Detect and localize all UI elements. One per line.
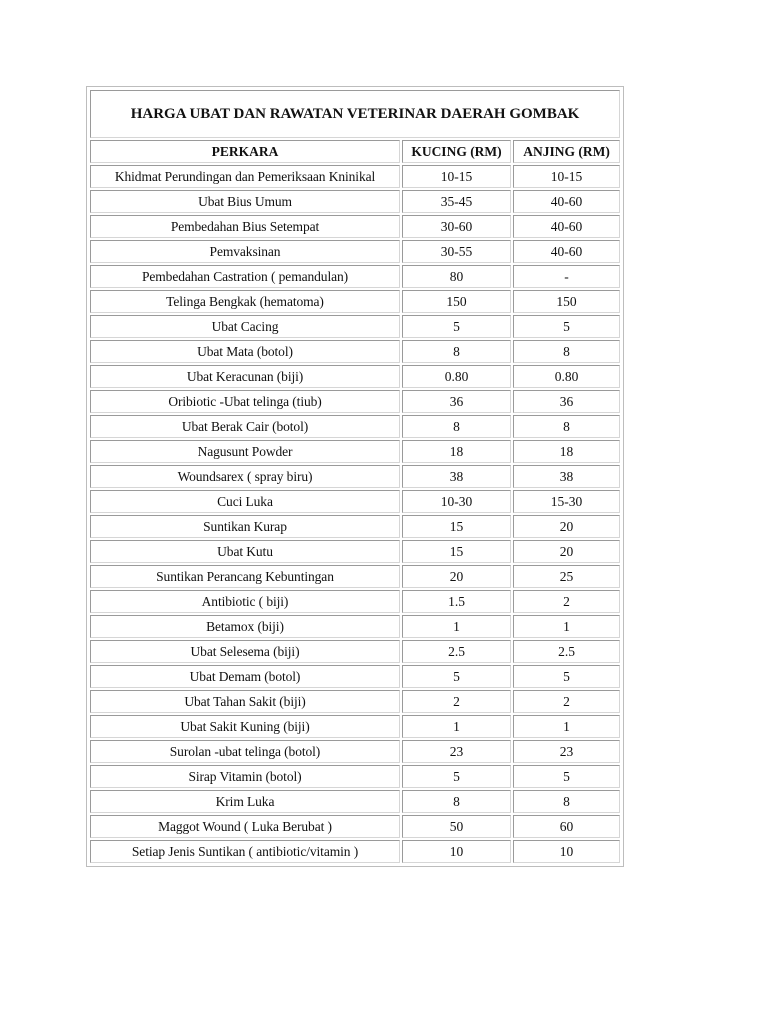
item-cell: Maggot Wound ( Luka Berubat ): [90, 815, 400, 838]
table-title: HARGA UBAT DAN RAWATAN VETERINAR DAERAH GOMBAK: [90, 90, 620, 138]
cat-price-cell: 35-45: [402, 190, 511, 213]
table-row: [90, 840, 620, 863]
cat-price-cell: 10-30: [402, 490, 511, 513]
dog-price-cell: 25: [513, 565, 620, 588]
table-row: [90, 290, 620, 313]
cat-price-cell: 1: [402, 715, 511, 738]
dog-price-cell: 18: [513, 440, 620, 463]
table-row: [90, 590, 620, 613]
table-row: [90, 540, 620, 563]
cat-price-cell: 8: [402, 340, 511, 363]
cat-price-cell: 30-60: [402, 215, 511, 238]
cat-price-cell: 15: [402, 515, 511, 538]
item-cell: Ubat Kutu: [90, 540, 400, 563]
item-cell: Ubat Bius Umum: [90, 190, 400, 213]
item-cell: Khidmat Perundingan dan Pemeriksaan Kninikal: [90, 165, 400, 188]
table-row: [90, 490, 620, 513]
table-row: [90, 165, 620, 188]
cat-price-cell: 1: [402, 615, 511, 638]
cat-price-cell: 50: [402, 815, 511, 838]
cat-price-cell: 30-55: [402, 240, 511, 263]
item-cell: Nagusunt Powder: [90, 440, 400, 463]
table-row: [90, 265, 620, 288]
dog-price-cell: 5: [513, 665, 620, 688]
dog-price-cell: 150: [513, 290, 620, 313]
cat-price-cell: 2.5: [402, 640, 511, 663]
table-row: [90, 690, 620, 713]
item-cell: Ubat Tahan Sakit (biji): [90, 690, 400, 713]
table-row: [90, 390, 620, 413]
table-row: [90, 640, 620, 663]
table-row: [90, 240, 620, 263]
item-cell: Ubat Selesema (biji): [90, 640, 400, 663]
item-cell: Sirap Vitamin (botol): [90, 765, 400, 788]
dog-price-cell: 2: [513, 690, 620, 713]
table-row: [90, 365, 620, 388]
dog-price-cell: 8: [513, 340, 620, 363]
table-row: [90, 465, 620, 488]
table-row: [90, 815, 620, 838]
item-cell: Telinga Bengkak (hematoma): [90, 290, 400, 313]
cat-price-cell: 20: [402, 565, 511, 588]
item-cell: Pembedahan Castration ( pemandulan): [90, 265, 400, 288]
cat-price-cell: 18: [402, 440, 511, 463]
item-cell: Cuci Luka: [90, 490, 400, 513]
dog-price-cell: 10-15: [513, 165, 620, 188]
item-cell: Surolan -ubat telinga (botol): [90, 740, 400, 763]
table-row: [90, 765, 620, 788]
table-row: [90, 740, 620, 763]
table-row: [90, 340, 620, 363]
cat-price-cell: 1.5: [402, 590, 511, 613]
dog-price-cell: 40-60: [513, 240, 620, 263]
header-cat-price: KUCING (RM): [402, 140, 511, 163]
table-title-row: [90, 90, 620, 138]
item-cell: Pemvaksinan: [90, 240, 400, 263]
dog-price-cell: 36: [513, 390, 620, 413]
cat-price-cell: 80: [402, 265, 511, 288]
dog-price-cell: 8: [513, 415, 620, 438]
dog-price-cell: 5: [513, 765, 620, 788]
dog-price-cell: 2.5: [513, 640, 620, 663]
dog-price-cell: 60: [513, 815, 620, 838]
header-dog-price: ANJING (RM): [513, 140, 620, 163]
cat-price-cell: 8: [402, 790, 511, 813]
table-row: [90, 665, 620, 688]
table-row: [90, 515, 620, 538]
item-cell: Suntikan Perancang Kebuntingan: [90, 565, 400, 588]
dog-price-cell: 20: [513, 515, 620, 538]
table-row: [90, 215, 620, 238]
cat-price-cell: 8: [402, 415, 511, 438]
table-row: [90, 440, 620, 463]
item-cell: Oribiotic -Ubat telinga (tiub): [90, 390, 400, 413]
item-cell: Betamox (biji): [90, 615, 400, 638]
header-item: PERKARA: [90, 140, 400, 163]
table-row: [90, 715, 620, 738]
item-cell: Setiap Jenis Suntikan ( antibiotic/vitamin ): [90, 840, 400, 863]
item-cell: Suntikan Kurap: [90, 515, 400, 538]
dog-price-cell: 5: [513, 315, 620, 338]
item-cell: Krim Luka: [90, 790, 400, 813]
item-cell: Ubat Berak Cair (botol): [90, 415, 400, 438]
item-cell: Pembedahan Bius Setempat: [90, 215, 400, 238]
cat-price-cell: 2: [402, 690, 511, 713]
price-table: [88, 88, 622, 865]
table-row: [90, 415, 620, 438]
dog-price-cell: 23: [513, 740, 620, 763]
cat-price-cell: 23: [402, 740, 511, 763]
dog-price-cell: 38: [513, 465, 620, 488]
dog-price-cell: 40-60: [513, 215, 620, 238]
price-table-container: [86, 86, 624, 867]
dog-price-cell: 8: [513, 790, 620, 813]
item-cell: Antibiotic ( biji): [90, 590, 400, 613]
table-row: [90, 315, 620, 338]
cat-price-cell: 10-15: [402, 165, 511, 188]
item-cell: Ubat Keracunan (biji): [90, 365, 400, 388]
cat-price-cell: 5: [402, 315, 511, 338]
dog-price-cell: 1: [513, 615, 620, 638]
item-cell: Ubat Demam (botol): [90, 665, 400, 688]
dog-price-cell: -: [513, 265, 620, 288]
item-cell: Woundsarex ( spray biru): [90, 465, 400, 488]
table-row: [90, 565, 620, 588]
cat-price-cell: 10: [402, 840, 511, 863]
cat-price-cell: 5: [402, 765, 511, 788]
table-row: [90, 615, 620, 638]
dog-price-cell: 15-30: [513, 490, 620, 513]
item-cell: Ubat Cacing: [90, 315, 400, 338]
table-header-row: [90, 140, 620, 163]
table-row: [90, 190, 620, 213]
cat-price-cell: 38: [402, 465, 511, 488]
dog-price-cell: 40-60: [513, 190, 620, 213]
dog-price-cell: 1: [513, 715, 620, 738]
cat-price-cell: 36: [402, 390, 511, 413]
dog-price-cell: 2: [513, 590, 620, 613]
dog-price-cell: 0.80: [513, 365, 620, 388]
cat-price-cell: 5: [402, 665, 511, 688]
table-row: [90, 790, 620, 813]
dog-price-cell: 10: [513, 840, 620, 863]
table-body: [90, 165, 620, 863]
cat-price-cell: 150: [402, 290, 511, 313]
cat-price-cell: 15: [402, 540, 511, 563]
cat-price-cell: 0.80: [402, 365, 511, 388]
item-cell: Ubat Sakit Kuning (biji): [90, 715, 400, 738]
item-cell: Ubat Mata (botol): [90, 340, 400, 363]
dog-price-cell: 20: [513, 540, 620, 563]
